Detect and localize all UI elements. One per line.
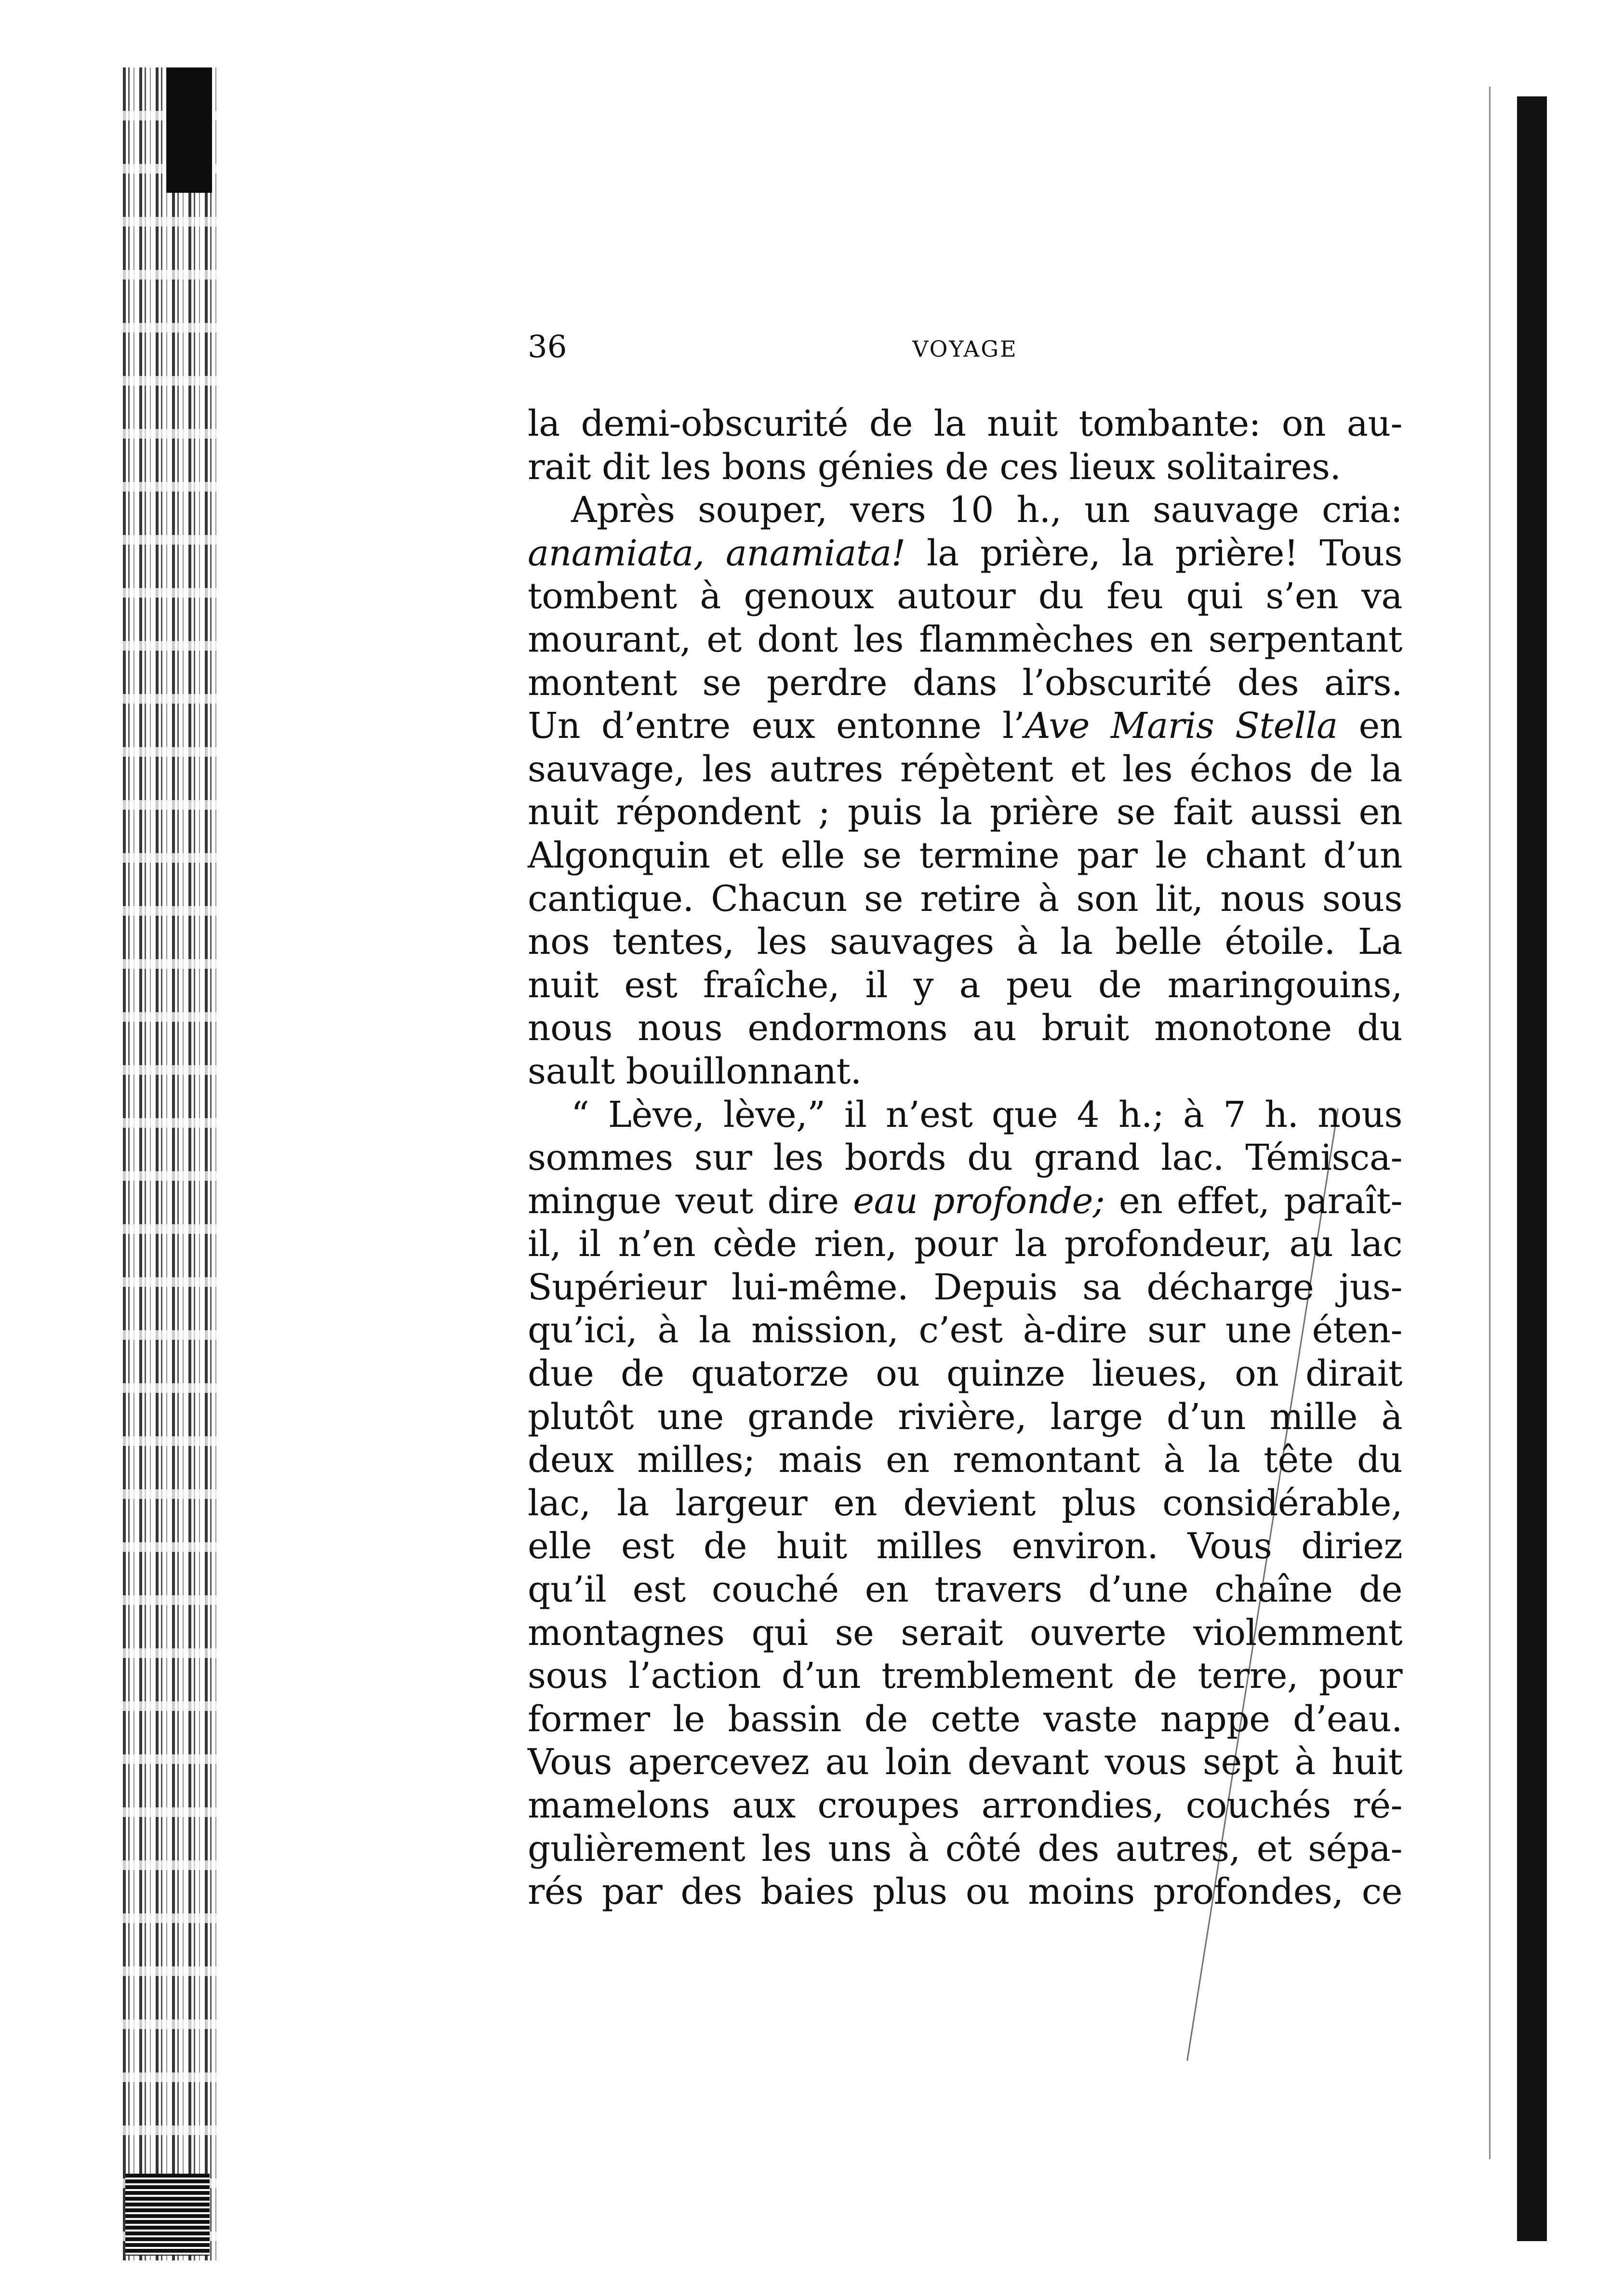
text-line: Supérieur lui-même. Depuis sa décharge jus- bbox=[528, 1266, 1402, 1308]
text-line: plutôt une grande rivière, large d’un mille à bbox=[528, 1396, 1402, 1438]
text-line: nous nous endormons au bruit monotone du bbox=[528, 1007, 1402, 1049]
body-text bbox=[528, 402, 1402, 1914]
text-line: il, il n’en cède rien, pour la profondeur, au lac bbox=[528, 1223, 1402, 1265]
text-line: nos tentes, les sauvages à la belle étoile. La bbox=[528, 921, 1402, 963]
text-line: sous l’action d’un tremblement de terre, pour bbox=[528, 1655, 1402, 1697]
text-line: qu’ici, à la mission, c’est à-dire sur une éten- bbox=[528, 1310, 1402, 1351]
text-line: cantique. Chacun se retire à son lit, nous sous bbox=[528, 878, 1402, 920]
text-line: sauvage, les autres répètent et les échos de la bbox=[528, 748, 1402, 790]
text-line: la demi-obscurité de la nuit tombante: on au- bbox=[528, 403, 1402, 444]
text-line: former le bassin de cette vaste nappe d’eau. bbox=[528, 1698, 1402, 1740]
text-line bbox=[528, 532, 1402, 575]
binding-shadow-top bbox=[166, 67, 212, 193]
text-line: Vous apercevez au loin devant vous sept à huit bbox=[528, 1741, 1402, 1783]
text-line: deux milles; mais en remontant à la tête du bbox=[528, 1439, 1402, 1481]
scan-edge-bar bbox=[1517, 96, 1547, 2241]
page-header bbox=[528, 328, 1402, 366]
text-line: rés par des baies plus ou moins profondes, ce bbox=[528, 1871, 1402, 1913]
page-edge-line bbox=[1489, 87, 1491, 2159]
text-line: sommes sur les bords du grand lac. Témisca- bbox=[528, 1137, 1402, 1179]
text-line: mamelons aux croupes arrondies, couchés ré- bbox=[528, 1785, 1402, 1826]
text-line: montent se perdre dans l’obscurité des airs. bbox=[528, 662, 1402, 704]
text-segment: en bbox=[1337, 705, 1402, 747]
text-line: Algonquin et elle se termine par le chant d’un bbox=[528, 834, 1402, 876]
text-line: nuit répondent ; puis la prière se fait aussi en bbox=[528, 791, 1402, 833]
text-line: lac, la largeur en devient plus considérable, bbox=[528, 1482, 1402, 1524]
text-line bbox=[528, 705, 1402, 748]
page-number: 36 bbox=[528, 329, 567, 365]
italic-text: anamiata, anamiata! bbox=[528, 532, 905, 574]
text-line: sault bouillonnant. bbox=[528, 1050, 862, 1092]
text-line: due de quatorze ou quinze lieues, on dirait bbox=[528, 1353, 1402, 1395]
text-line bbox=[528, 1180, 1402, 1223]
scanned-binding-edge bbox=[123, 67, 219, 2260]
text-line: qu’il est couché en travers d’une chaîne de bbox=[528, 1569, 1402, 1611]
text-segment: la prière, la prière! Tous bbox=[905, 532, 1403, 574]
text-line: nuit est fraîche, il y a peu de maringouins, bbox=[528, 964, 1402, 1006]
text-segment: en effet, paraît- bbox=[1105, 1180, 1402, 1222]
text-line: tombent à genoux autour du feu qui s’en va bbox=[528, 575, 1402, 617]
text-segment: mingue veut dire bbox=[528, 1180, 853, 1222]
text-line: mourant, et dont les flammèches en serpentant bbox=[528, 618, 1402, 660]
text-line: “ Lève, lève,” il n’est que 4 h.; à 7 h. nous bbox=[571, 1094, 1402, 1136]
text-line: montagnes qui se serait ouverte violemment bbox=[528, 1612, 1402, 1654]
binding-shadow-bottom bbox=[125, 2174, 210, 2256]
text-line: rait dit les bons génies de ces lieux solitaires. bbox=[528, 446, 1341, 488]
italic-text: eau profonde; bbox=[853, 1180, 1105, 1222]
text-line: elle est de huit milles environ. Vous diriez bbox=[528, 1525, 1402, 1567]
running-head: VOYAGE bbox=[912, 336, 1018, 362]
text-line: gulièrement les uns à côté des autres, et sépa- bbox=[528, 1828, 1402, 1870]
italic-text: Ave Maris Stella bbox=[1025, 705, 1338, 747]
text-line: Après souper, vers 10 h., un sauvage cria: bbox=[571, 489, 1402, 531]
text-segment: Un d’entre eux entonne l’ bbox=[528, 705, 1025, 747]
